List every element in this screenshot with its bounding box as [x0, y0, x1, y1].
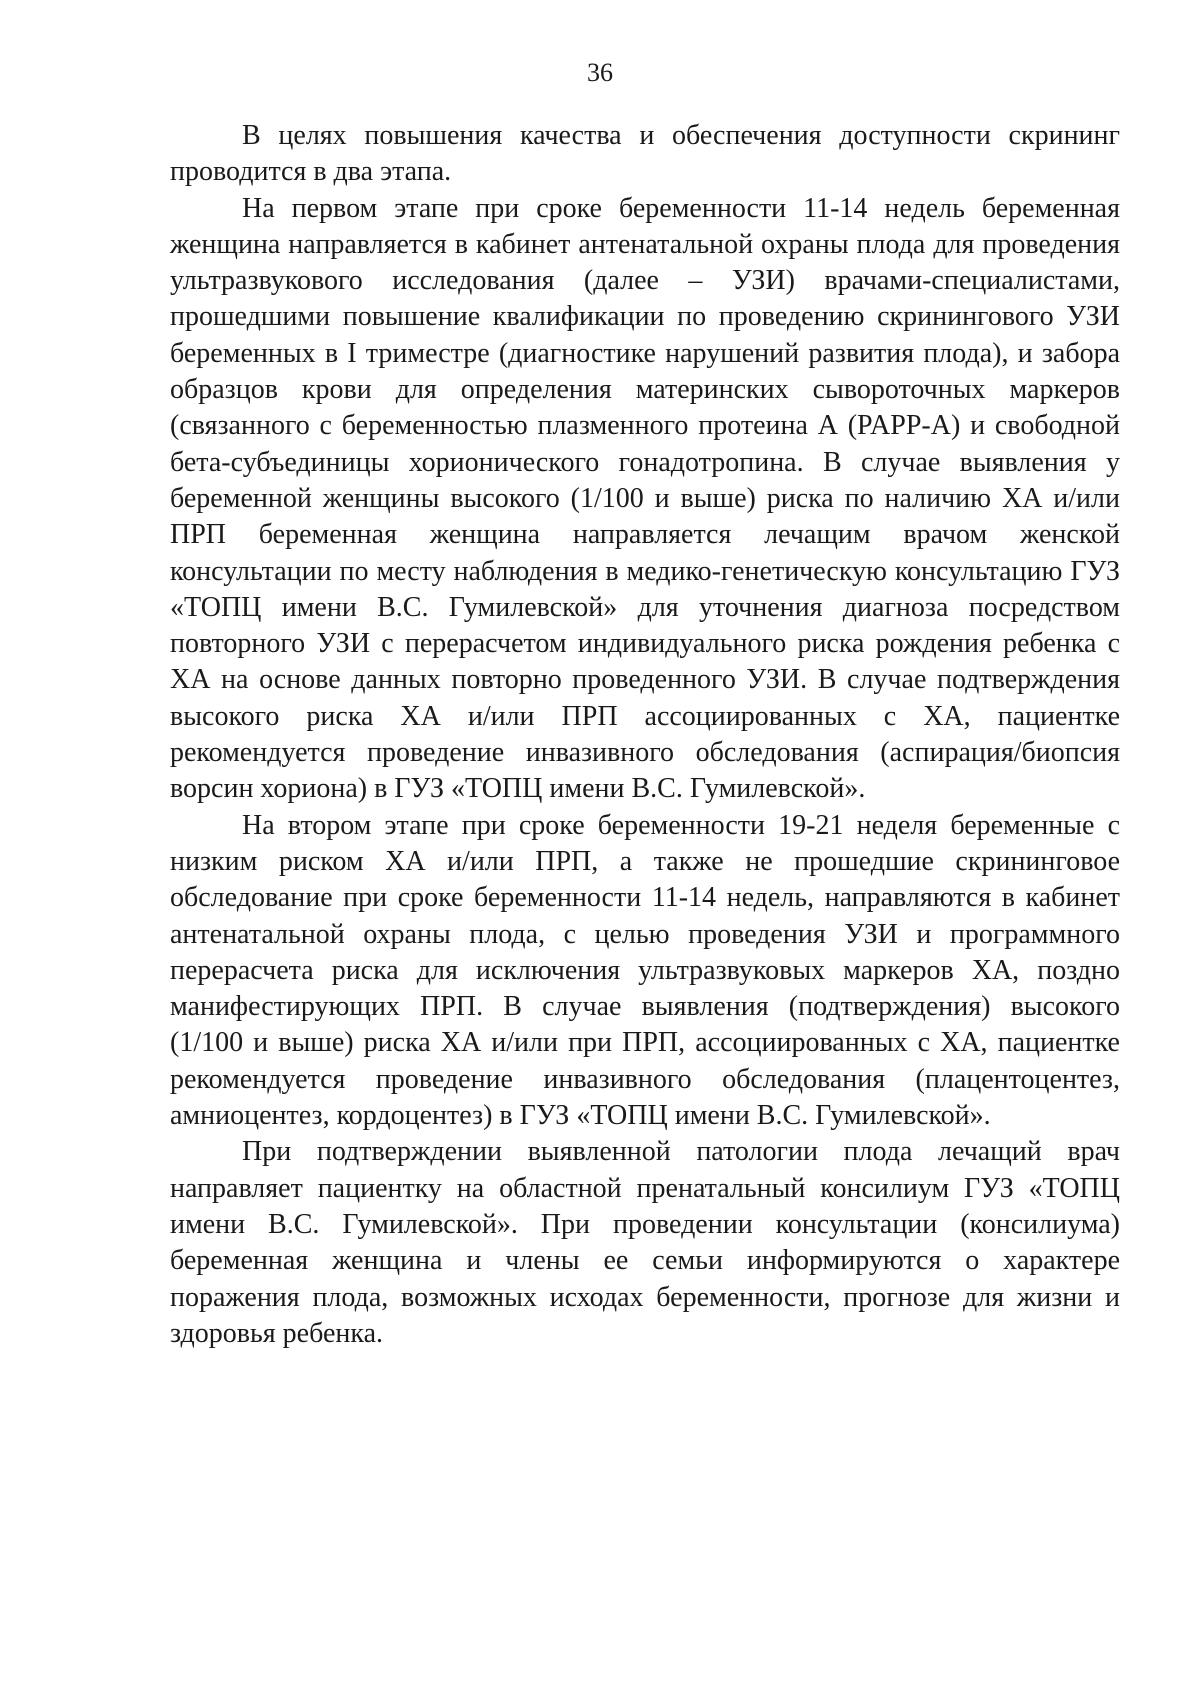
paragraph: На первом этапе при сроке беременности 11-14 недель беременная женщина направляется в кабинет антенатальной охраны плода для проведения ультразвукового исследования (далее – УЗИ) врачами-специалистами, прошедшими повышение квалификации по проведению скринингового УЗИ беременных в I триместре (диагностике нарушений развития плода), и забора образцов крови для определения материнских сывороточных маркеров (связанного с беременностью плазменного протеина А (PAPP-A) и свободной бета-субъединицы хорионического гонадотропина. В случае выявления у беременной женщины высокого (1/100 и выше) риска по наличию ХА и/или ПРП беременная женщина направляется лечащим врачом женской консультации по месту наблюдения в медико-генетическую консультацию ГУЗ «ТОПЦ имени В.С. Гумилевской» для уточнения диагноза посредством повторного УЗИ с перерасчетом индивидуального риска рождения ребенка с ХА на основе данных повторно проведенного УЗИ. В случае подтверждения высокого риска ХА и/или ПРП ассоциированных с ХА, пациентке рекомендуется проведение инвазивного обследования (аспирация/биопсия ворсин хориона) в ГУЗ «ТОПЦ имени В.С. Гумилевской».: [170, 192, 1120, 805]
paragraph: На втором этапе при сроке беременности 19-21 неделя беременные с низким риском ХА и/или ПРП, а также не прошедшие скрининговое обследование при сроке беременности 11-14 недель, направляются в кабинет антенатальной охраны плода, с целью проведения УЗИ и программного перерасчета риска для исключения ультразвуковых маркеров ХА, поздно манифестирующих ПРП. В случае выявления (подтверждения) высокого (1/100 и выше) риска ХА и/или при ПРП, ассоциированных с ХА, пациентке рекомендуется проведение инвазивного обследования (плацентоцентез, амниоцентез, кордоцентез) в ГУЗ «ТОПЦ имени В.С. Гумилевской».: [170, 809, 1120, 1132]
paragraph: При подтверждении выявленной патологии плода лечащий врач направляет пациентку на областной пренатальный консилиум ГУЗ «ТОПЦ имени В.С. Гумилевской». При проведении консультации (консилиума) беременная женщина и члены ее семьи информируются о характере поражения плода, возможных исходах беременности, прогнозе для жизни и здоровья ребенка.: [170, 1136, 1120, 1349]
document-body: [170, 118, 1120, 1352]
paragraph: В целях повышения качества и обеспечения доступности скрининг проводится в два этапа.: [170, 120, 1120, 188]
page-number: 36: [587, 58, 613, 87]
